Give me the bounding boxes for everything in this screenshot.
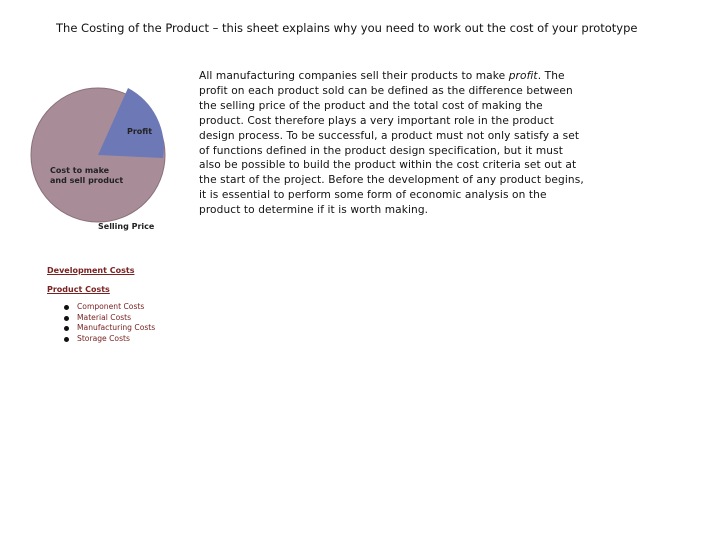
page-title: The Costing of the Product – this sheet explains why you need to work out the cost of your prototype (56, 21, 638, 35)
pie-graphic (30, 80, 180, 240)
development-costs-heading: Development Costs (47, 266, 135, 275)
list-item-label: Component Costs (77, 302, 145, 311)
list-item (62, 313, 155, 324)
paragraph-emphasis-profit: profit (508, 70, 538, 82)
product-costs-heading: Product Costs (47, 285, 110, 294)
bullet-icon (64, 326, 69, 331)
selling-price-pie-diagram (30, 80, 180, 240)
intro-paragraph (199, 69, 584, 218)
product-costs-list (62, 302, 155, 344)
bullet-icon (64, 316, 69, 321)
list-item (62, 334, 155, 345)
bullet-icon (64, 337, 69, 342)
list-item-label: Storage Costs (77, 333, 130, 343)
paragraph-text-start: All manufacturing companies sell their products to make (199, 70, 509, 82)
pie-cost-label-line1: Cost to make (50, 166, 110, 175)
bullet-icon (64, 305, 69, 310)
pie-cost-label-line2: and sell product (50, 175, 124, 185)
pie-profit-label: Profit (127, 127, 153, 136)
list-item-label: Manufacturing Costs (77, 323, 156, 332)
list-item-label: Material Costs (77, 312, 132, 322)
list-item (62, 323, 155, 334)
list-item (62, 302, 155, 313)
paragraph-text-end: . The profit on each product sold can be defined as the difference between the selling price of the product and the total cost of making the product. Cost therefore plays a very important role in the product design process. To be successful, a product must not only satisfy a set of functions defined in the product design specification, but it must also be possible to build the product within the cost criteria set out at the start of the project. Before the development of any product begins, it is essential to perform some form of economic analysis on the product to determine if it is worth making. (199, 70, 584, 217)
pie-cost-label (50, 166, 123, 185)
pie-selling-price-label: Selling Price (98, 222, 155, 231)
